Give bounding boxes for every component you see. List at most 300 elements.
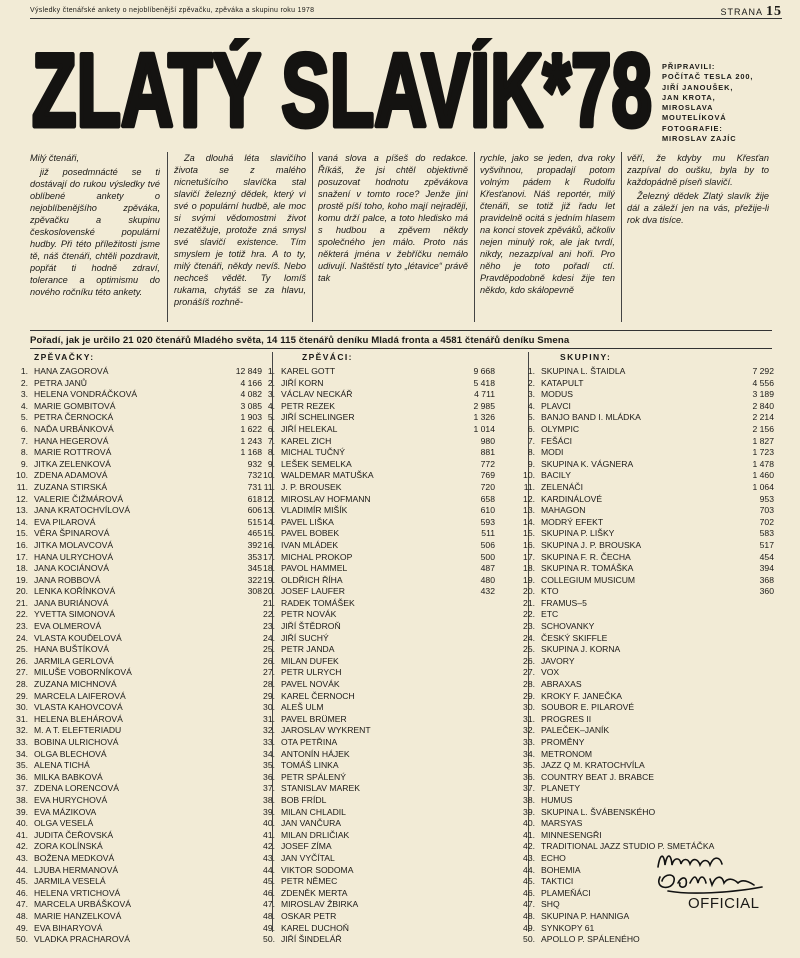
entry-name: PAVEL NOVÁK: [281, 679, 340, 690]
rank-number: 10.: [16, 470, 28, 481]
list-item: [515, 667, 774, 679]
list-item: [515, 378, 774, 390]
entry-name: JIŘÍ ŠINDELÁŘ: [281, 934, 342, 945]
list-item: [8, 853, 262, 865]
vote-count: 322: [247, 574, 262, 585]
list-item: [8, 378, 262, 390]
intro-column-3: [318, 152, 468, 327]
list-item: [255, 609, 495, 621]
list-item: [515, 725, 774, 737]
rank-number: 20.: [523, 586, 535, 597]
list-item: [255, 923, 495, 935]
rank-number: 31.: [263, 713, 275, 724]
list-item: [8, 494, 262, 506]
list-item: [8, 737, 262, 749]
rank-number: 15.: [263, 528, 275, 539]
entry-name: JITKA MOLAVCOVÁ: [34, 539, 114, 550]
list-item: [515, 517, 774, 529]
rank-number: 28.: [523, 679, 535, 690]
groups-list-title: SKUPINY:: [560, 352, 612, 362]
entry-name: OLDŘICH ŘÍHA: [281, 574, 343, 585]
vote-count: 4 711: [474, 389, 495, 400]
entry-name: PETR JANDA: [281, 644, 335, 655]
rank-number: 40.: [16, 818, 28, 829]
rank-number: 43.: [16, 852, 28, 863]
entry-name: ZORA KOLÍNSKÁ: [34, 841, 103, 852]
list-item: [8, 795, 262, 807]
list-item: [8, 621, 262, 633]
entry-name: TOMÁŠ LINKA: [281, 760, 339, 771]
rank-number: 21.: [263, 597, 275, 608]
list-item: [8, 482, 262, 494]
list-item: [8, 389, 262, 401]
list-item: [8, 401, 262, 413]
entry-name: SKUPINA L. ŠTAIDLA: [541, 366, 626, 376]
ranking-heading: Pořadí, jak je určilo 21 020 čtenářů Mladého světa, 14 115 čtenářů deníku Mladá fronta a 4581 čtenářů deníku Smena: [30, 335, 570, 346]
entry-name: JIŘÍ HELEKAL: [281, 423, 338, 434]
rank-number: 19.: [263, 574, 275, 585]
entry-name: RADEK TOMÁŠEK: [281, 597, 355, 608]
rank-number: 32.: [523, 725, 535, 736]
rank-number: 50.: [263, 934, 275, 945]
list-item: [8, 714, 262, 726]
rank-number: 49.: [16, 922, 28, 933]
entry-name: ETC: [541, 609, 559, 620]
list-item: [255, 494, 495, 506]
rank-number: 34.: [263, 748, 275, 759]
entry-name: JAZZ Q M. KRATOCHVÍLA: [541, 760, 645, 771]
entry-name: SKUPINA F. R. ČECHA: [541, 551, 631, 562]
entry-name: MODUS: [541, 389, 573, 400]
rank-number: 7.: [20, 435, 28, 446]
entry-name: JIŘÍ SCHELINGER: [281, 412, 355, 423]
list-item: [255, 818, 495, 830]
rank-number: 26.: [263, 655, 275, 666]
rank-number: 22.: [263, 609, 275, 620]
rank-number: 6.: [267, 423, 275, 434]
rank-number: 50.: [16, 934, 28, 945]
rank-number: 28.: [263, 679, 275, 690]
list-item: [8, 667, 262, 679]
vote-count: 7 292: [752, 366, 774, 376]
vote-count: 1 168: [240, 447, 262, 458]
rank-number: 43.: [263, 852, 275, 863]
main-title-text: ZLATÝ SLAVÍK*78: [32, 38, 652, 138]
entry-name: APOLLO P. SPÁLENÉHO: [541, 934, 640, 945]
vote-count: 392: [247, 539, 262, 550]
rank-number: 5.: [527, 412, 535, 423]
entry-name: FRAMUS–5: [541, 597, 587, 608]
list-item: [255, 760, 495, 772]
rank-number: 4.: [20, 400, 28, 411]
rank-number: 1.: [20, 366, 28, 376]
entry-name: JOSEF ZÍMA: [281, 841, 332, 852]
entry-name: JARMILA GERLOVÁ: [34, 655, 114, 666]
rank-number: 30.: [263, 702, 275, 713]
page-number: 15: [766, 4, 782, 19]
rank-number: 15.: [523, 528, 535, 539]
rank-number: 33.: [523, 737, 535, 747]
rank-number: 10.: [523, 470, 535, 481]
rank-number: 44.: [16, 864, 28, 875]
rank-number: 6.: [20, 423, 28, 434]
list-item: [255, 679, 495, 691]
list-item: [255, 934, 495, 946]
list-item: [255, 470, 495, 482]
entry-name: ZUZANA MICHNOVÁ: [34, 679, 117, 690]
list-item: [255, 633, 495, 645]
vote-count: 980: [480, 435, 495, 446]
rank-number: 31.: [523, 713, 535, 724]
rank-number: 30.: [523, 702, 535, 713]
rank-number: 11.: [263, 481, 275, 492]
list-item: [255, 447, 495, 459]
rank-number: 21.: [523, 597, 535, 608]
entry-name: MILUŠE VOBORNÍKOVÁ: [34, 667, 132, 678]
entry-name: IVAN MLÁDEK: [281, 539, 339, 550]
entry-name: EVA PILAROVÁ: [34, 516, 96, 527]
entry-name: OSKAR PETR: [281, 910, 337, 921]
vote-count: 1 243: [240, 435, 262, 446]
list-item: [8, 436, 262, 448]
intro-paragraph: Za dlouhá léta slavičího života se z malého nicnetušícího slavíčka stal slavičí železný dědek, který ví své o populární hudbě, ale moc si svými vědomostmi život nezatěžuje, protože zná smysl své slavičí existence. Tím smyslem je totiž hra. A to ty, milý čtenáři, někdy nevíš. Nebo nechceš vědět. Ty lomíš rukama, chytáš se za hlavu, pronášíš rozhně-: [174, 153, 306, 307]
rank-number: 8.: [20, 447, 28, 458]
entry-name: JAN VANČURA: [281, 818, 342, 829]
rank-number: 17.: [263, 551, 275, 562]
vote-count: 731: [247, 481, 262, 492]
entry-name: HUMUS: [541, 794, 573, 805]
rank-number: 25.: [263, 644, 275, 655]
rank-number: 22.: [523, 609, 535, 620]
rank-number: 20.: [263, 586, 275, 597]
entry-name: METRONOM: [541, 748, 593, 759]
vote-count: 511: [481, 528, 495, 539]
rank-number: 24.: [16, 632, 28, 643]
vote-count: 2 156: [752, 423, 774, 434]
entry-name: JUDITA ČEŘOVSKÁ: [34, 829, 114, 840]
list-item: [8, 540, 262, 552]
entry-name: MARCELA URBÁŠKOVÁ: [34, 899, 131, 910]
entry-name: OTA PETŘINA: [281, 737, 338, 747]
credits-line: FOTOGRAFIE:: [662, 123, 723, 133]
list-item: [515, 609, 774, 621]
entry-name: MINNESENGŘI: [541, 829, 602, 840]
entry-name: VOX: [541, 667, 560, 678]
entry-name: KTO: [541, 586, 559, 597]
list-item: [255, 888, 495, 900]
vote-count: 345: [247, 563, 262, 574]
entry-name: MICHAL TUČNÝ: [281, 447, 345, 458]
intro-column-5: [627, 152, 769, 327]
entry-name: JIŘÍ ŠTĚDROŇ: [281, 621, 341, 632]
rank-number: 26.: [16, 655, 28, 666]
vote-count: 1 064: [752, 481, 774, 492]
entry-name: JANA ROBBOVÁ: [34, 574, 101, 585]
rank-number: 20.: [16, 586, 28, 597]
list-item: [255, 389, 495, 401]
list-item: [515, 702, 774, 714]
rank-number: 40.: [523, 818, 535, 829]
entry-name: JITKA ZELENKOVÁ: [34, 458, 111, 469]
vote-count: 4 556: [752, 377, 774, 388]
list-item: [255, 725, 495, 737]
list-item: [515, 366, 774, 378]
rank-number: 3.: [267, 389, 275, 400]
list-item: [8, 412, 262, 424]
rank-number: 48.: [16, 910, 28, 921]
vote-count: 368: [759, 574, 774, 585]
list-item: [8, 563, 262, 575]
intro-paragraph: vaná slova a píšeš do redakce. Říkáš, že jsi chtěl objektivně posuzovat hodnotu zpěvákova snažení v tomto roce? Jenže jiní prostě píší toho, koho mají nejraději, komu drží palce, a toto hledisko má s hudbou a zpěvem někdy společného jen málo. Proto nás některá jména v žebříčku nemálo udivují. Naštěstí tyto „létavice“ právě tak: [318, 153, 468, 283]
vote-count: 480: [480, 574, 495, 585]
rank-number: 18.: [523, 563, 535, 574]
rank-number: 48.: [263, 910, 275, 921]
entry-name: JIŘÍ KORN: [281, 377, 324, 388]
credits-line: MOUTELÍKOVÁ: [662, 113, 727, 123]
rank-number: 47.: [263, 899, 275, 910]
rank-number: 30.: [16, 702, 28, 713]
list-item: [8, 911, 262, 923]
list-item: [8, 876, 262, 888]
list-item: [515, 552, 774, 564]
list-item: [515, 911, 774, 923]
entry-name: EVA BIHARYOVÁ: [34, 922, 103, 933]
list-item: [255, 540, 495, 552]
vote-count: 610: [480, 505, 495, 516]
rank-number: 22.: [16, 609, 28, 620]
entry-name: TRADITIONAL JAZZ STUDIO P. SMETÁČKA: [541, 841, 715, 852]
entry-name: JIŘÍ SUCHÝ: [281, 632, 329, 643]
entry-name: LJUBA HERMANOVÁ: [34, 864, 119, 875]
entry-name: BACILY: [541, 470, 571, 481]
entry-name: PAVOL HAMMEL: [281, 563, 348, 574]
list-item: [8, 818, 262, 830]
list-item: [8, 830, 262, 842]
vote-count: 1 827: [752, 435, 774, 446]
list-item: [8, 424, 262, 436]
intro-column-1: [30, 152, 160, 327]
list-item: [8, 552, 262, 564]
list-item: [515, 749, 774, 761]
list-item: [255, 598, 495, 610]
page-header: [30, 4, 782, 19]
list-item: [515, 563, 774, 575]
vote-count: 394: [759, 563, 774, 574]
list-item: [8, 934, 262, 946]
entry-name: MILAN CHLADIL: [281, 806, 346, 817]
entry-name: HELENA VRTICHOVÁ: [34, 887, 121, 898]
list-item: [515, 389, 774, 401]
list-item: [8, 807, 262, 819]
list-item: [255, 865, 495, 877]
men-ranking-list: [255, 366, 495, 946]
rank-number: 4.: [527, 400, 535, 411]
entry-name: KAREL ČERNOCH: [281, 690, 355, 701]
section-divider: [30, 330, 772, 331]
list-item: [515, 424, 774, 436]
vote-count: 583: [759, 528, 774, 539]
intro-paragraph: již posedmnácté se ti dostávají do rukou výsledky tvé oblíbené ankety o nejoblíbenějšího zpěváka, zpěvačku a skupinu československé populární hudby. Při této příležitosti jsme tě, náš čtenáři, chtěli pozdravit, popřát ti hodně zdraví, tolerance a optimismu do nového ročníku této ankety.: [30, 167, 160, 297]
entry-name: FEŠÁCI: [541, 435, 573, 446]
entry-name: JAN VYČÍTAL: [281, 852, 335, 863]
vote-count: 1 622: [240, 423, 262, 434]
rank-number: 4.: [267, 400, 275, 411]
entry-name: OLGA VESELÁ: [34, 818, 94, 829]
vote-count: 658: [480, 493, 495, 504]
vote-count: 3 189: [752, 389, 774, 400]
entry-name: ABRAXAS: [541, 679, 582, 690]
list-item: [255, 795, 495, 807]
rank-number: 23.: [263, 621, 275, 632]
rank-number: 2.: [20, 377, 28, 388]
vote-count: 606: [247, 505, 262, 516]
entry-name: HANA BUŠTÍKOVÁ: [34, 644, 109, 655]
entry-name: J. P. BROUSEK: [281, 481, 342, 492]
entry-name: VÁCLAV NECKÁŘ: [281, 389, 353, 400]
rank-number: 29.: [523, 690, 535, 701]
list-item: [515, 412, 774, 424]
rank-number: 16.: [16, 539, 28, 550]
rank-number: 1.: [527, 366, 535, 376]
rank-number: 29.: [263, 690, 275, 701]
intro-paragraph: rychle, jako se jeden, dva roky vyšvihnou, propadají potom volným pádem k Rudolfu Křesťanovi. Náš reportér, milý čtenáři, se totiž již řadu let pravidelně ocitá s jedním hlasem na konci stovek zpěváků, ačkoliv nejen minulý rok, ale jak tvrdí, nikdy, nezazpíval ani hoři. Pro něho je toto pořadí ctí. Pravděpodobně kdesi žije ten někdo, kdo skálopevně: [480, 153, 615, 295]
list-item: [255, 517, 495, 529]
credits-line: POČÍTAČ TESLA 200,: [662, 72, 754, 82]
list-item: [515, 482, 774, 494]
rank-number: 11.: [523, 481, 535, 492]
rank-number: 42.: [16, 841, 28, 852]
list-item: [8, 505, 262, 517]
vote-count: 932: [247, 458, 262, 469]
rank-number: 13.: [16, 505, 28, 516]
entry-name: MARIE ROTTROVÁ: [34, 447, 112, 458]
entry-name: M. A T. ELEFTERIADU: [34, 725, 122, 736]
list-item: [515, 783, 774, 795]
vote-count: 720: [480, 481, 495, 492]
list-item: [255, 783, 495, 795]
rank-number: 14.: [263, 516, 275, 527]
list-item: [255, 459, 495, 471]
rank-number: 10.: [263, 470, 275, 481]
list-item: [515, 447, 774, 459]
vote-count: 9 668: [473, 366, 495, 376]
rank-number: 3.: [527, 389, 535, 400]
rank-number: 13.: [523, 505, 535, 516]
entry-name: MARSYAS: [541, 818, 583, 829]
list-item: [8, 899, 262, 911]
rank-number: 25.: [16, 644, 28, 655]
vote-count: 732: [247, 470, 262, 481]
list-item: [8, 841, 262, 853]
entry-name: MICHAL PROKOP: [281, 551, 353, 562]
list-item: [255, 401, 495, 413]
list-item: [8, 749, 262, 761]
rank-number: 47.: [523, 899, 535, 910]
rank-number: 37.: [263, 783, 275, 794]
entry-name: PETR NĚMEC: [281, 876, 338, 887]
entry-name: VALERIE ČIŽMÁROVÁ: [34, 493, 124, 504]
list-item: [515, 470, 774, 482]
rank-number: 38.: [523, 794, 535, 805]
intro-paragraph: Železný dědek Zlatý slavík žije dál a záleží jen na vás, přežije-li rok dva tisíce.: [627, 191, 769, 225]
entry-name: PETR REZEK: [281, 400, 335, 411]
list-item: [255, 378, 495, 390]
list-item: [255, 575, 495, 587]
rank-number: 1.: [267, 366, 275, 376]
rank-number: 37.: [523, 783, 535, 794]
entry-name: SKUPINA K. VÁGNERA: [541, 458, 634, 469]
rank-number: 33.: [263, 737, 275, 747]
vote-count: 353: [247, 551, 262, 562]
official-label: OFFICIAL: [688, 895, 760, 912]
entry-name: JANA BURIÁNOVÁ: [34, 597, 109, 608]
entry-name: VLASTA KAHOVCOVÁ: [34, 702, 123, 713]
list-item: [255, 841, 495, 853]
entry-name: ZUZANA STIRSKÁ: [34, 481, 108, 492]
rank-number: 32.: [263, 725, 275, 736]
list-item: [8, 609, 262, 621]
page-label: STRANA: [720, 7, 763, 17]
vote-count: 769: [480, 470, 495, 481]
women-list-title: ZPĚVAČKY:: [34, 352, 95, 362]
entry-name: JARMILA VESELÁ: [34, 876, 106, 887]
rank-number: 27.: [523, 667, 535, 678]
vote-count: 12 849: [235, 366, 262, 376]
vote-count: 360: [759, 586, 774, 597]
list-item: [515, 459, 774, 471]
entry-name: MARCELA LAIFEROVÁ: [34, 690, 126, 701]
list-item: [515, 633, 774, 645]
entry-name: NAĎA URBÁNKOVÁ: [34, 423, 114, 434]
rank-number: 27.: [263, 667, 275, 678]
entry-name: ECHO: [541, 852, 566, 863]
vote-count: 703: [759, 505, 774, 516]
vote-count: 515: [247, 516, 262, 527]
entry-name: MODRÝ EFEKT: [541, 516, 604, 527]
list-item: [515, 830, 774, 842]
list-item: [255, 749, 495, 761]
credits-line: MIROSLAV ZAJÍC: [662, 134, 737, 144]
rank-number: 41.: [523, 829, 535, 840]
list-item: [8, 656, 262, 668]
rank-number: 43.: [523, 852, 535, 863]
credits-line: MIROSLAVA: [662, 103, 714, 113]
entry-name: JANA KOCIÁNOVÁ: [34, 563, 109, 574]
list-item: [8, 760, 262, 772]
entry-name: SCHOVANKY: [541, 621, 595, 632]
list-item: [8, 598, 262, 610]
entry-name: MILAN DUFEK: [281, 655, 339, 666]
entry-name: PLANETY: [541, 783, 581, 794]
list-item: [515, 923, 774, 935]
list-item: [515, 691, 774, 703]
rank-number: 12.: [523, 493, 535, 504]
list-item: [515, 795, 774, 807]
list-item: [8, 633, 262, 645]
rank-number: 3.: [20, 389, 28, 400]
vote-count: 517: [759, 539, 774, 550]
rank-number: 46.: [523, 887, 535, 898]
rank-number: 35.: [263, 760, 275, 771]
rank-number: 41.: [263, 829, 275, 840]
list-item: [8, 865, 262, 877]
list-item: [8, 470, 262, 482]
list-item: [255, 621, 495, 633]
rank-number: 31.: [16, 713, 28, 724]
entry-name: EVA HURYCHOVÁ: [34, 794, 108, 805]
vote-count: 3 085: [240, 400, 262, 411]
rank-number: 29.: [16, 690, 28, 701]
